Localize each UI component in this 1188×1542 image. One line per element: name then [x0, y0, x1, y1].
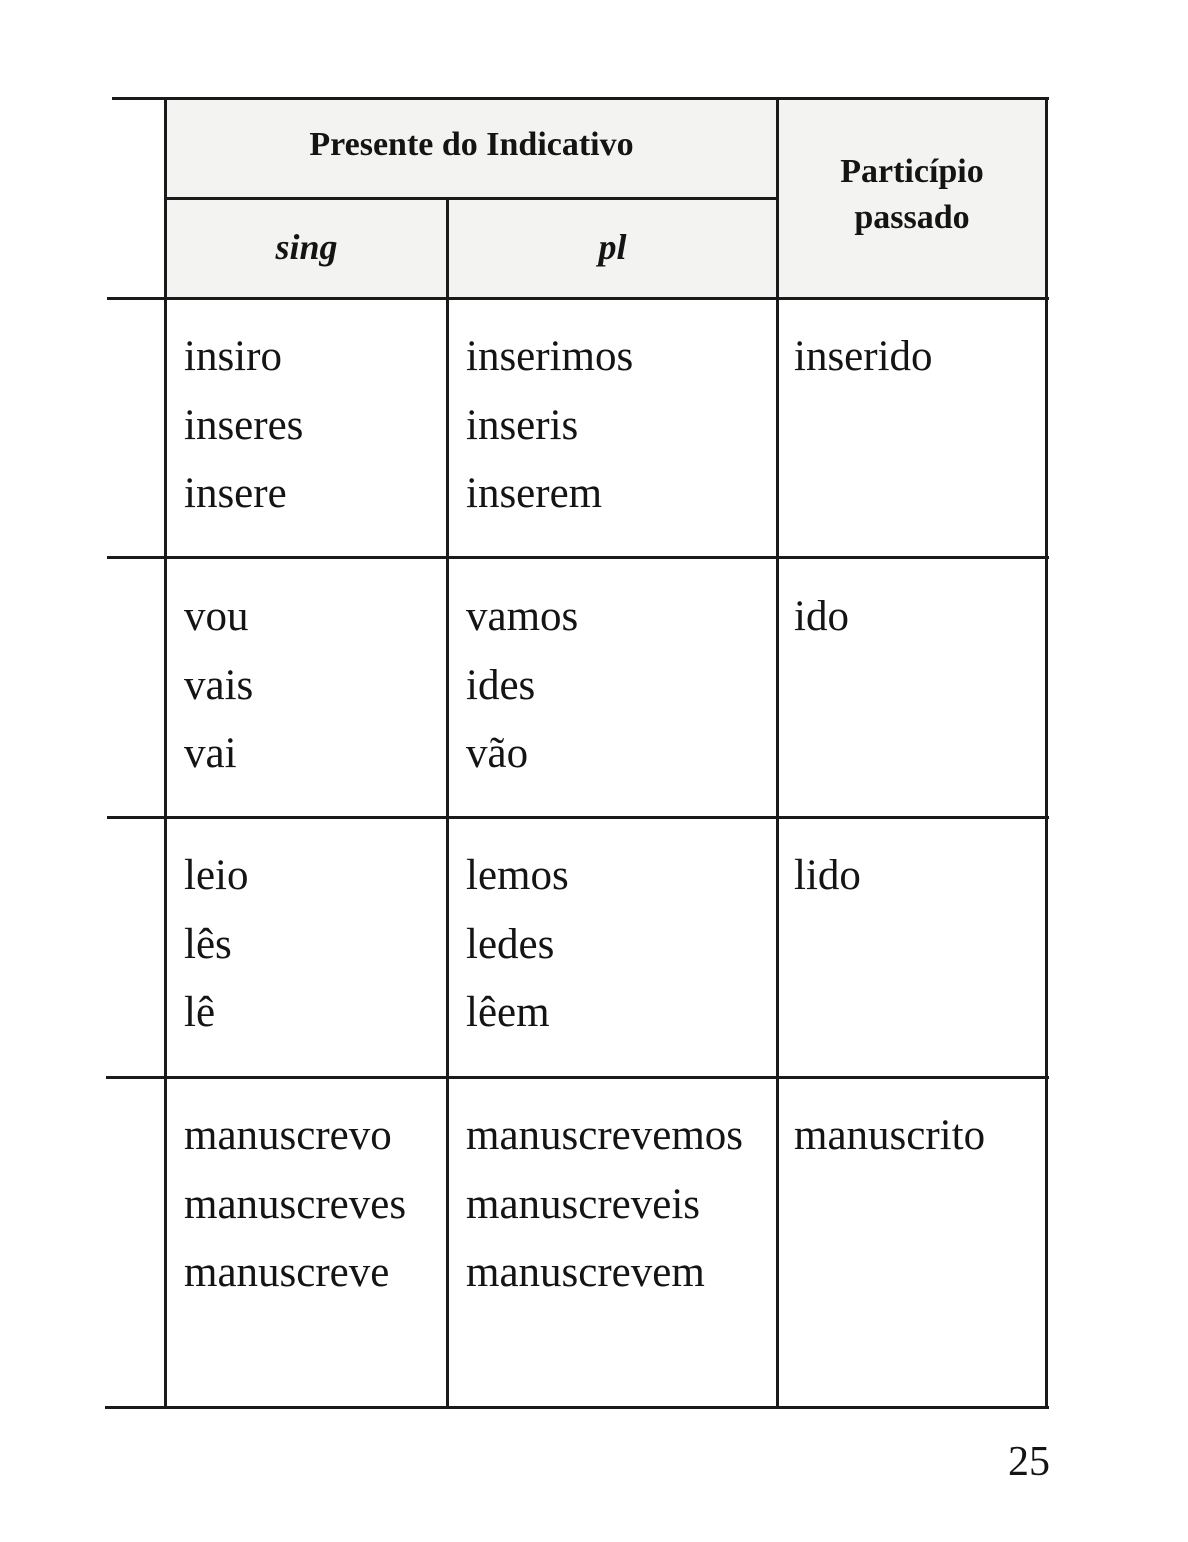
row-4-participle: manuscrito — [794, 1112, 986, 1159]
row-4-sing-form-2: manuscreves — [184, 1180, 407, 1228]
header-participle-line1: Particípio — [840, 153, 984, 190]
row-1-participle: inserido — [794, 333, 933, 380]
row-1-pl-form-2: inseris — [466, 401, 579, 449]
row-3-pl-cell — [466, 842, 569, 1048]
row-4-pl-form-1: manuscrevemos — [466, 1112, 744, 1159]
row-3-sing-cell — [184, 842, 248, 1048]
header-group-label: Presente do Indicativo — [309, 126, 634, 163]
row-1-pl-form-3: inserem — [466, 470, 603, 517]
row-3-sing-form-3: lê — [184, 989, 216, 1036]
row-2-pl-form-3: vão — [466, 730, 529, 777]
pl-participle-rule — [776, 97, 779, 1409]
row-3-pl-form-2: ledes — [466, 920, 555, 968]
row-1-sing-form-2: inseres — [184, 401, 304, 449]
row-1-pl-form-1: inserimos — [466, 333, 634, 380]
row-rule-2 — [107, 816, 1049, 819]
row-1-pl-cell — [466, 323, 633, 529]
row-2-pl-cell — [466, 583, 578, 789]
row-4-sing-cell — [184, 1102, 406, 1308]
row-4-sing-form-1: manuscrevo — [184, 1112, 392, 1159]
row-4-participle-cell — [794, 1102, 985, 1171]
row-2-sing-form-1: vou — [184, 593, 249, 640]
row-3-pl-form-3: lêem — [466, 989, 550, 1036]
header-pl-label: pl — [598, 227, 627, 267]
table-bottom-rule — [105, 1406, 1049, 1409]
row-3-participle-cell — [794, 842, 861, 911]
row-1-participle-cell — [794, 323, 933, 392]
page-number: 25 — [1008, 1439, 1050, 1485]
row-4-pl-form-2: manuscreveis — [466, 1180, 701, 1228]
right-edge-rule — [1045, 97, 1048, 1409]
row-2-sing-form-2: vais — [184, 661, 254, 709]
header-sing-label: sing — [275, 227, 338, 267]
row-1-sing-cell — [184, 323, 303, 529]
row-4-pl-form-3: manuscrevem — [466, 1249, 705, 1296]
row-2-participle: ido — [794, 593, 849, 640]
header-group-rule — [167, 197, 779, 200]
row-2-pl-form-2: ides — [466, 661, 536, 709]
header-participle-label — [779, 149, 1045, 241]
row-3-sing-form-1: leio — [184, 852, 249, 899]
table-top-rule — [112, 97, 1049, 100]
row-3-sing-form-2: lês — [184, 920, 232, 968]
row-rule-3 — [106, 1076, 1049, 1079]
row-2-participle-cell — [794, 583, 849, 652]
left-column-rule — [164, 97, 167, 1409]
row-2-sing-cell — [184, 583, 253, 789]
row-1-sing-form-3: insere — [184, 470, 287, 517]
row-3-pl-form-1: lemos — [466, 852, 569, 899]
row-3-participle: lido — [794, 852, 861, 899]
header-participle-line2: passado — [854, 199, 970, 236]
row-2-sing-form-3: vai — [184, 730, 237, 777]
row-2-pl-form-1: vamos — [466, 593, 579, 640]
row-rule-1 — [107, 556, 1049, 559]
row-4-pl-cell — [466, 1102, 743, 1308]
header-bottom-rule — [107, 297, 1049, 300]
sing-pl-rule — [446, 197, 449, 1409]
row-4-sing-form-3: manuscreve — [184, 1249, 390, 1296]
row-1-sing-form-1: insiro — [184, 333, 282, 380]
